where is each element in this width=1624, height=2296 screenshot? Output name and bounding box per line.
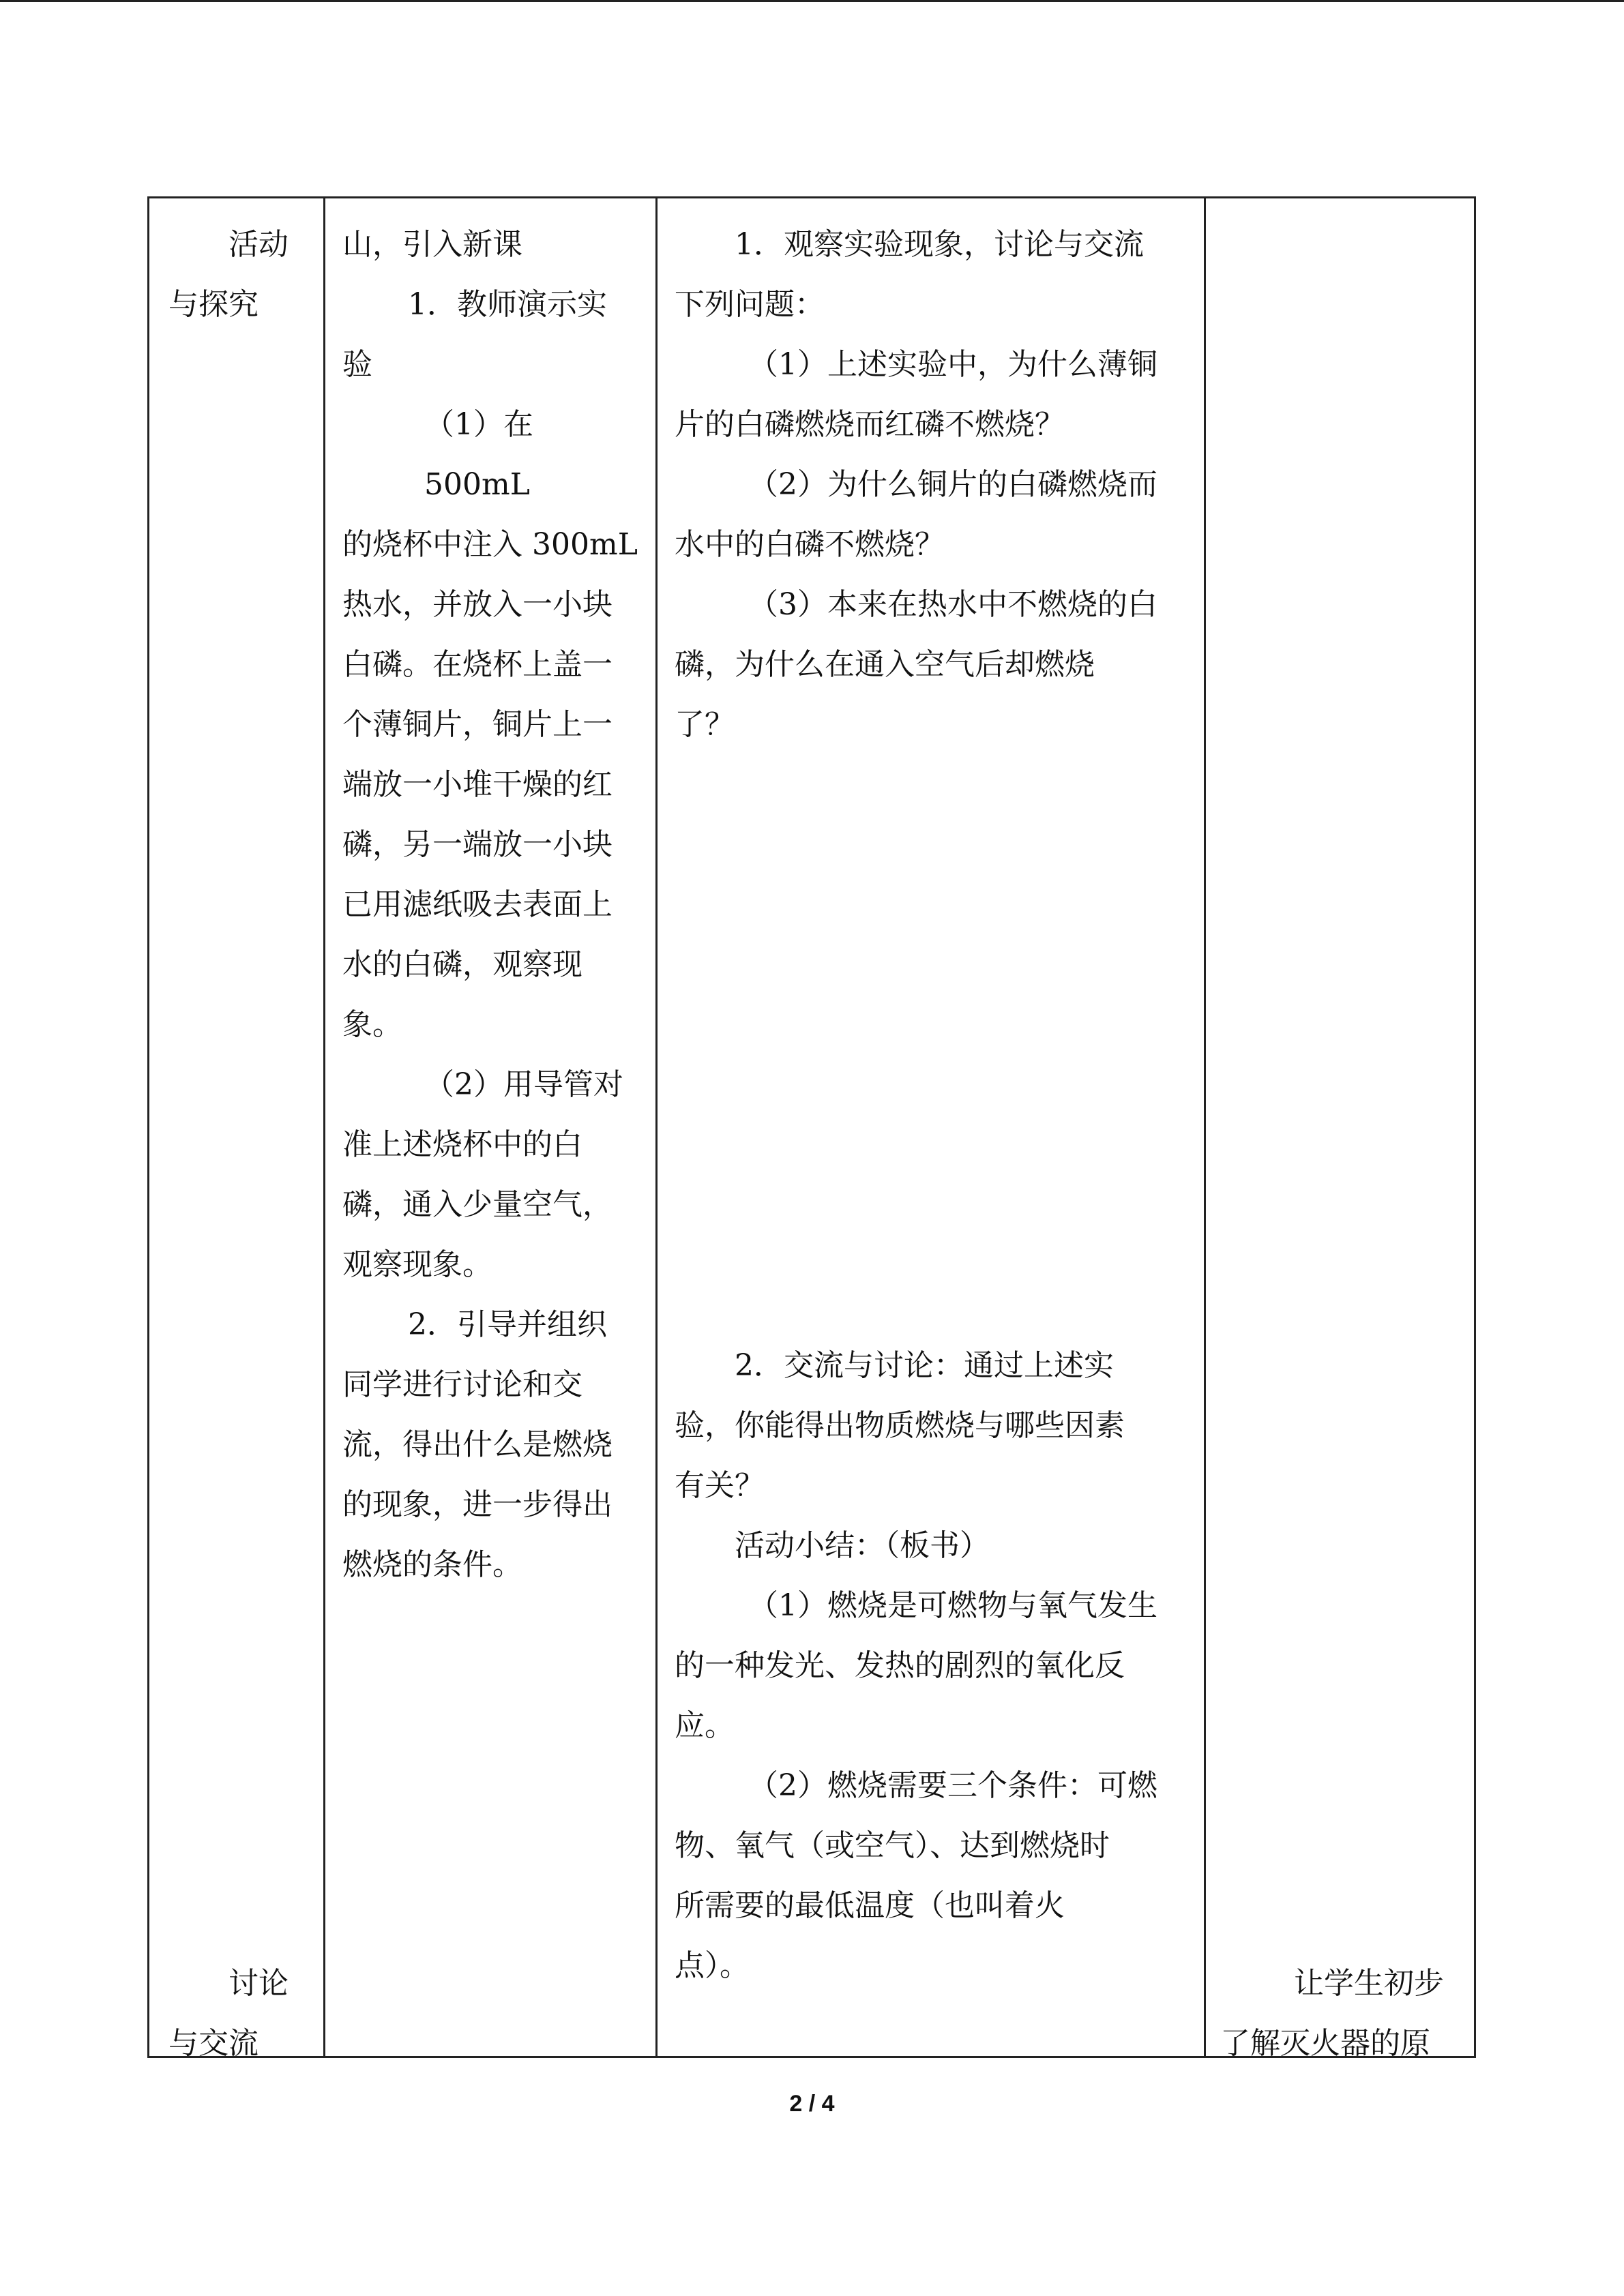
student-activity-observation: 1．观察实验现象，讨论与交流 下列问题： （1）上述实验中，为什么薄铜 片的白磷燃烧而红磷不燃烧？ （2）为什么铜片的白磷燃烧而 水中的白磷不燃烧？ （3）本来在热水中不燃烧的白 磷，为什么在通入空气后却燃烧 了？ bbox=[675, 227, 1157, 742]
stage-label-discussion: 讨论 与交流 bbox=[168, 1966, 289, 2061]
teacher-activity-cell: 山，引入新课 1．教师演示实 验 （1）在 500mL 的烧杯中注入 300mL 热水，并放入一小块 白磷。在烧杯上盖一 个薄铜片，铜片上一 端放一小堆干燥的红 磷，另一端放一小块 已用滤纸吸去表面上 水的白磷，观察现 象。 （2）用导管对 准上述烧杯中的白 磷，通入少量空气， 观察现象。 2．引导并组织 同学进行讨论和交 流，得出什么是燃烧 的现象，进一步得出 燃烧的条件。 bbox=[342, 227, 638, 1582]
column-divider bbox=[323, 198, 325, 2056]
top-border-line bbox=[0, 0, 1624, 2]
column-divider bbox=[655, 198, 658, 2056]
design-intent-cell: 让学生初步 了解灭火器的原 bbox=[1220, 1966, 1444, 2061]
lesson-plan-table bbox=[147, 196, 1476, 2061]
student-activity-discussion: 2．交流与讨论：通过上述实 验，你能得出物质燃烧与哪些因素 有关？ 活动小结：（板书） （1）燃烧是可燃物与氧气发生 的一种发光、发热的剧烈的氧化反 应。 （2）燃烧需要三个条件：可燃 物、氧气（或空气）、达到燃烧时 所需要的最低温度（也叫着火 点）。 bbox=[675, 1348, 1157, 1983]
page-number: 2 / 4 bbox=[789, 2091, 835, 2117]
stage-label-activity: 活动 与探究 bbox=[168, 227, 289, 322]
